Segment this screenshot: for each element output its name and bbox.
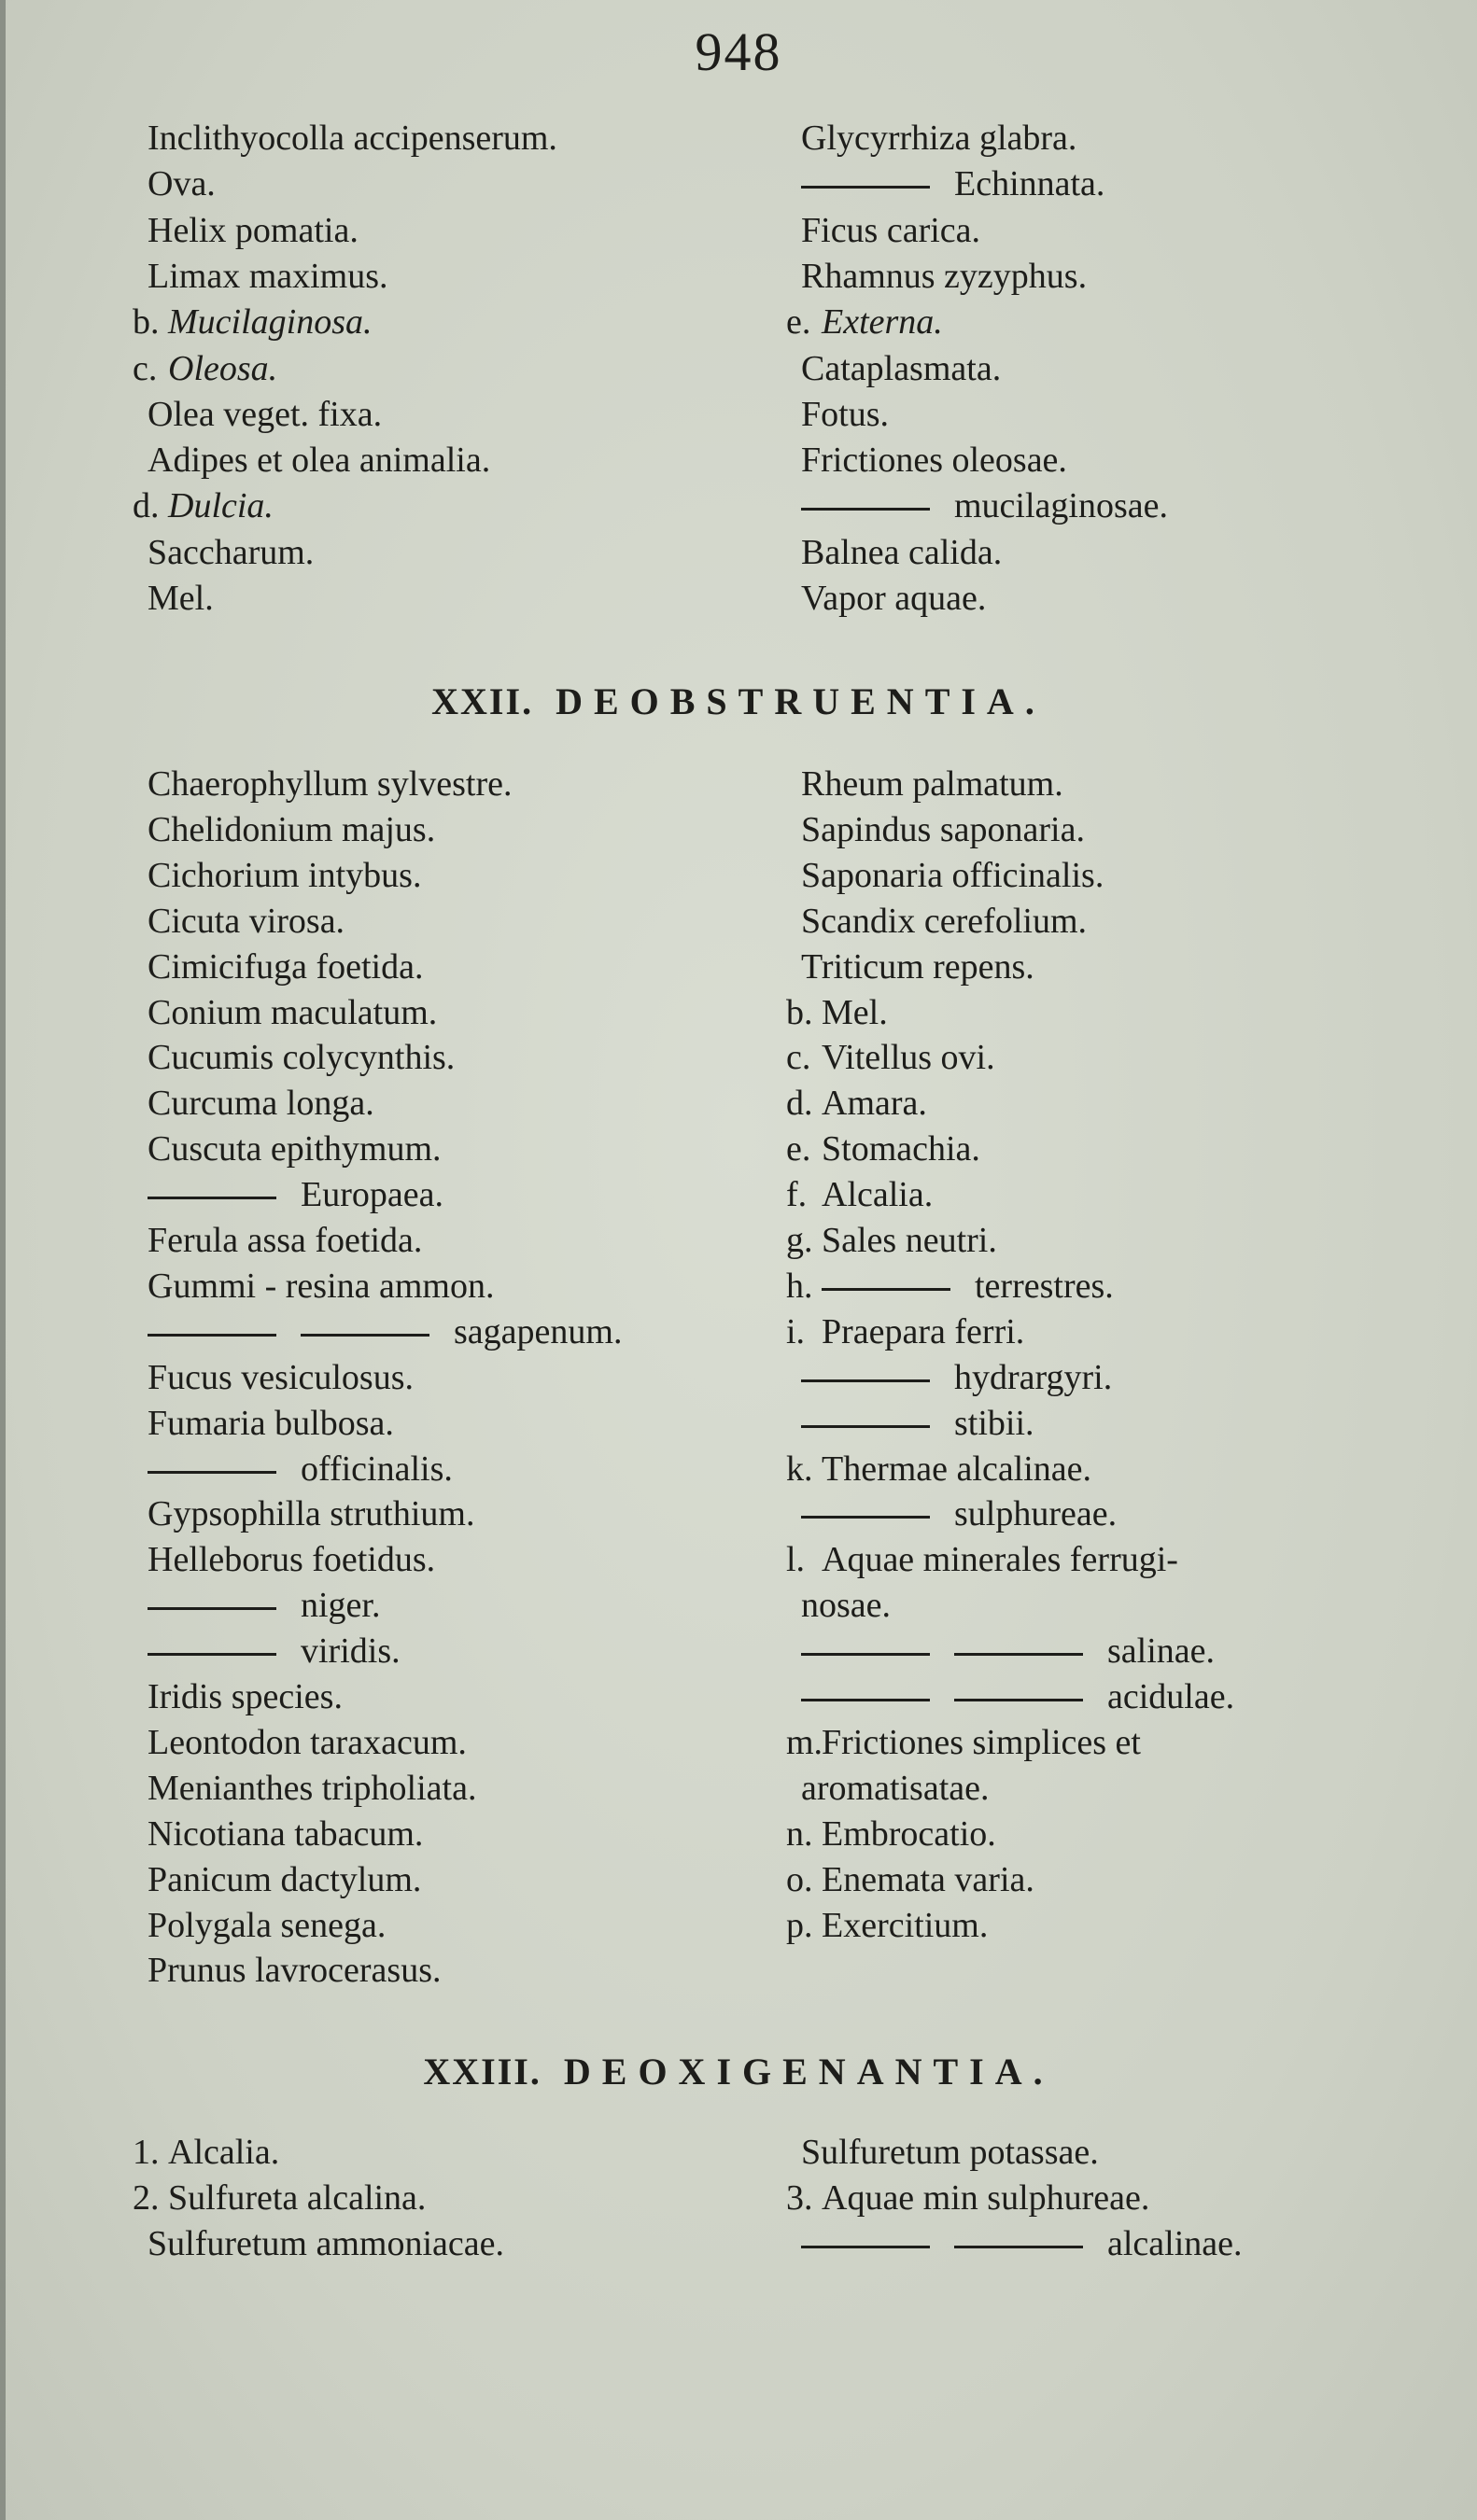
entry-line bbox=[133, 346, 277, 391]
entry-text: Ova. bbox=[148, 164, 216, 203]
entry-letter: 3. bbox=[786, 2178, 813, 2218]
section-heading-xxiii bbox=[0, 2050, 1477, 2093]
entry-line bbox=[786, 1172, 933, 1217]
entry-line bbox=[786, 530, 1002, 575]
entry-letter: e. bbox=[786, 1129, 811, 1169]
entry-line bbox=[786, 1491, 1117, 1536]
entry-line bbox=[786, 899, 1087, 944]
entry-line bbox=[786, 2130, 1099, 2175]
entry-line bbox=[786, 762, 1063, 806]
entry-text: Iridis species. bbox=[148, 1677, 343, 1716]
entry-line bbox=[786, 1857, 1034, 1902]
entry-letter: o. bbox=[786, 1860, 813, 1899]
entry-line bbox=[133, 1812, 423, 1856]
entry-text: terrestres. bbox=[975, 1267, 1114, 1306]
entry-text: Mucilaginosa. bbox=[168, 302, 373, 342]
entry-text: sulphureae. bbox=[954, 1494, 1118, 1533]
entry-line bbox=[786, 254, 1087, 299]
ditto-dash bbox=[954, 1699, 1083, 1701]
ditto-dash bbox=[301, 1334, 429, 1337]
entry-line bbox=[133, 1127, 442, 1171]
entry-text: Triticum repens. bbox=[801, 947, 1034, 987]
entry-text: Aquae minerales ferrugi- bbox=[822, 1540, 1178, 1579]
entry-text: salinae. bbox=[1107, 1631, 1216, 1671]
entry-letter: p. bbox=[786, 1906, 813, 1945]
entry-text: Sulfuretum ammoniacae. bbox=[148, 2224, 504, 2263]
entry-line bbox=[786, 1583, 891, 1628]
entry-text: Vitellus ovi. bbox=[822, 1038, 995, 1077]
entry-line bbox=[133, 300, 372, 344]
entry-line bbox=[786, 853, 1104, 898]
entry-line bbox=[786, 1035, 995, 1080]
ditto-dash bbox=[801, 1379, 930, 1382]
entry-line bbox=[786, 2176, 1149, 2220]
entry-letter: d. bbox=[786, 1084, 813, 1123]
entry-line bbox=[786, 1812, 996, 1856]
entry-line bbox=[133, 208, 359, 253]
entry-text: officinalis. bbox=[301, 1449, 453, 1489]
entry-line bbox=[786, 161, 1104, 206]
ditto-dash bbox=[954, 1653, 1083, 1656]
entry-text: Curcuma longa. bbox=[148, 1084, 374, 1123]
entry-text: Cataplasmata. bbox=[801, 349, 1002, 388]
entry-line bbox=[133, 1218, 422, 1263]
entry-text: Chaerophyllum sylvestre. bbox=[148, 764, 513, 804]
entry-line bbox=[133, 2130, 279, 2175]
entry-line bbox=[133, 1401, 394, 1446]
entry-line bbox=[786, 1264, 1114, 1309]
entry-line bbox=[133, 762, 512, 806]
entry-text: nosae. bbox=[801, 1586, 892, 1625]
entry-line bbox=[133, 853, 421, 898]
entry-text: Limax maximus. bbox=[148, 257, 388, 296]
entry-text: Amara. bbox=[822, 1084, 927, 1123]
entry-line bbox=[786, 1720, 1141, 1765]
ditto-dash bbox=[148, 1607, 276, 1610]
entry-text: Thermae alcalinae. bbox=[822, 1449, 1092, 1489]
entry-line bbox=[133, 483, 274, 528]
ditto-dash bbox=[148, 1471, 276, 1474]
ditto-dash bbox=[822, 1288, 950, 1291]
entry-letter: b. bbox=[786, 993, 813, 1032]
entry-line bbox=[786, 1081, 927, 1126]
entry-line bbox=[133, 530, 314, 575]
entry-letter: e. bbox=[786, 302, 811, 342]
entry-text: Saponaria officinalis. bbox=[801, 856, 1104, 895]
entry-line bbox=[786, 392, 889, 437]
entry-letter: n. bbox=[786, 1814, 813, 1854]
entry-text: Leontodon taraxacum. bbox=[148, 1723, 467, 1762]
entry-text: Oleosa. bbox=[168, 349, 278, 388]
entry-text: acidulae. bbox=[1107, 1677, 1235, 1716]
entry-letter: d. bbox=[133, 486, 160, 525]
entry-line bbox=[133, 945, 423, 989]
entry-letter: c. bbox=[133, 349, 158, 388]
entry-line bbox=[133, 1857, 421, 1902]
entry-text: Glycyrrhiza glabra. bbox=[801, 119, 1077, 158]
entry-text: Sapindus saponaria. bbox=[801, 810, 1085, 849]
entry-text: Fumaria bulbosa. bbox=[148, 1404, 394, 1443]
ditto-dash bbox=[801, 2246, 930, 2248]
entry-text: Stomachia. bbox=[822, 1129, 980, 1169]
entry-text: hydrargyri. bbox=[954, 1358, 1113, 1397]
entry-text: Aquae min sulphureae. bbox=[822, 2178, 1150, 2218]
entry-letter: 2. bbox=[133, 2178, 160, 2218]
entry-line bbox=[133, 1035, 455, 1080]
entry-line bbox=[786, 1766, 990, 1811]
entry-text: Helleborus foetidus. bbox=[148, 1540, 436, 1579]
entry-text: Rheum palmatum. bbox=[801, 764, 1063, 804]
entry-text: stibii. bbox=[954, 1404, 1034, 1443]
entry-line bbox=[786, 1401, 1034, 1446]
entry-line bbox=[786, 1674, 1234, 1719]
entry-letter: f. bbox=[786, 1175, 808, 1214]
entry-text: Helix pomatia. bbox=[148, 211, 359, 250]
entry-text: Cichorium intybus. bbox=[148, 856, 422, 895]
entry-text: Sulfuretum potassae. bbox=[801, 2133, 1099, 2172]
entry-line bbox=[133, 1903, 386, 1948]
entry-letter: 1. bbox=[133, 2133, 160, 2172]
entry-letter: k. bbox=[786, 1449, 813, 1489]
entry-text: Ficus carica. bbox=[801, 211, 981, 250]
entry-line bbox=[786, 1447, 1091, 1491]
entry-text: Cimicifuga foetida. bbox=[148, 947, 424, 987]
entry-line bbox=[786, 2221, 1243, 2266]
entry-line bbox=[133, 254, 388, 299]
entry-text: Rhamnus zyzyphus. bbox=[801, 257, 1088, 296]
entry-text: Gypsophilla struthium. bbox=[148, 1494, 475, 1533]
ditto-dash bbox=[801, 1653, 930, 1656]
entry-text: Chelidonium majus. bbox=[148, 810, 436, 849]
entry-text: Gummi - resina ammon. bbox=[148, 1267, 495, 1306]
entry-text: Saccharum. bbox=[148, 533, 315, 572]
entry-line bbox=[786, 116, 1076, 161]
entry-line bbox=[133, 116, 557, 161]
heading-title: DEOBSTRUENTIA. bbox=[556, 680, 1046, 722]
entry-text: Fotus. bbox=[801, 395, 889, 434]
entry-letter: i. bbox=[786, 1312, 806, 1351]
entry-text: Adipes et olea animalia. bbox=[148, 441, 491, 480]
entry-text: Scandix cerefolium. bbox=[801, 902, 1088, 941]
entry-letter: m. bbox=[786, 1723, 823, 1762]
entry-letter: l. bbox=[786, 1540, 806, 1579]
entry-line bbox=[786, 1629, 1215, 1673]
entry-line bbox=[133, 1583, 380, 1628]
entry-letter: g. bbox=[786, 1221, 813, 1260]
ditto-dash bbox=[954, 2246, 1083, 2248]
entry-line bbox=[133, 2176, 426, 2220]
entry-text: Inclithyocolla accipenserum. bbox=[148, 119, 557, 158]
entry-text: sagapenum. bbox=[454, 1312, 623, 1351]
entry-line bbox=[133, 990, 437, 1035]
entry-line bbox=[133, 1447, 453, 1491]
entry-text: Praepara ferri. bbox=[822, 1312, 1025, 1351]
ditto-dash bbox=[148, 1334, 276, 1337]
entry-letter: b. bbox=[133, 302, 160, 342]
entry-line bbox=[133, 1629, 401, 1673]
entry-text: Sulfureta alcalina. bbox=[168, 2178, 427, 2218]
entry-text: Nicotiana tabacum. bbox=[148, 1814, 424, 1854]
entry-text: Cuscuta epithymum. bbox=[148, 1129, 442, 1169]
entry-text: viridis. bbox=[301, 1631, 401, 1671]
entry-line bbox=[133, 1264, 494, 1309]
entry-line bbox=[786, 807, 1085, 852]
entry-letter: c. bbox=[786, 1038, 811, 1077]
entry-text: Dulcia. bbox=[168, 486, 274, 525]
entry-line bbox=[133, 1537, 435, 1582]
ditto-dash bbox=[148, 1653, 276, 1656]
entry-text: Frictiones simplices et bbox=[822, 1723, 1141, 1762]
entry-line bbox=[786, 346, 1001, 391]
entry-line bbox=[786, 300, 943, 344]
entry-line bbox=[133, 1720, 467, 1765]
heading-number: XXIII. bbox=[423, 2051, 542, 2093]
entry-line bbox=[786, 576, 986, 621]
entry-line bbox=[133, 1948, 441, 1993]
page-edge bbox=[0, 0, 6, 2520]
entry-line bbox=[133, 1766, 476, 1811]
entry-text: Echinnata. bbox=[954, 164, 1105, 203]
entry-text: Enemata varia. bbox=[822, 1860, 1034, 1899]
entry-text: Olea veget. fixa. bbox=[148, 395, 383, 434]
entry-text: niger. bbox=[301, 1586, 381, 1625]
entry-text: aromatisatae. bbox=[801, 1769, 990, 1808]
entry-text: Vapor aquae. bbox=[801, 579, 987, 618]
entry-line bbox=[786, 1903, 988, 1948]
entry-line bbox=[786, 483, 1168, 528]
entry-line bbox=[786, 1309, 1024, 1354]
entry-line bbox=[133, 1309, 622, 1354]
entry-text: Fucus vesiculosus. bbox=[148, 1358, 414, 1397]
entry-text: Cucumis colycynthis. bbox=[148, 1038, 456, 1077]
entry-text: Conium maculatum. bbox=[148, 993, 438, 1032]
entry-line bbox=[786, 438, 1067, 483]
entry-line bbox=[786, 1537, 1178, 1582]
entry-line bbox=[786, 208, 980, 253]
entry-text: Mel. bbox=[148, 579, 214, 618]
entry-text: Sales neutri. bbox=[822, 1221, 997, 1260]
ditto-dash bbox=[148, 1197, 276, 1199]
entry-text: Panicum dactylum. bbox=[148, 1860, 422, 1899]
ditto-dash bbox=[801, 508, 930, 511]
entry-line bbox=[133, 161, 216, 206]
entry-text: Alcalia. bbox=[168, 2133, 280, 2172]
page-number: 948 bbox=[695, 21, 782, 82]
entry-text: Menianthes tripholiata. bbox=[148, 1769, 477, 1808]
entry-line bbox=[133, 1081, 374, 1126]
entry-text: Balnea calida. bbox=[801, 533, 1003, 572]
ditto-dash bbox=[801, 1425, 930, 1428]
entry-text: Ferula assa foetida. bbox=[148, 1221, 423, 1260]
entry-text: Prunus lavrocerasus. bbox=[148, 1951, 442, 1990]
entry-line bbox=[133, 1172, 443, 1217]
entry-text: Externa. bbox=[822, 302, 943, 342]
entry-text: alcalinae. bbox=[1107, 2224, 1243, 2263]
entry-letter: h. bbox=[786, 1267, 813, 1306]
entry-text: Alcalia. bbox=[822, 1175, 934, 1214]
entry-line bbox=[133, 576, 214, 621]
entry-text: Exercitium. bbox=[822, 1906, 989, 1945]
entry-text: Embrocatio. bbox=[822, 1814, 996, 1854]
entry-line bbox=[133, 2221, 504, 2266]
entry-line bbox=[133, 1674, 343, 1719]
entry-line bbox=[133, 807, 435, 852]
entry-line bbox=[786, 1127, 980, 1171]
entry-line bbox=[786, 945, 1034, 989]
entry-line bbox=[133, 1355, 414, 1400]
entry-text: Cicuta virosa. bbox=[148, 902, 345, 941]
entry-text: mucilaginosae. bbox=[954, 486, 1168, 525]
ditto-dash bbox=[801, 1516, 930, 1519]
entry-text: Frictiones oleosae. bbox=[801, 441, 1067, 480]
ditto-dash bbox=[801, 186, 930, 189]
entry-line bbox=[133, 1491, 474, 1536]
entry-text: Mel. bbox=[822, 993, 888, 1032]
ditto-dash bbox=[801, 1699, 930, 1701]
entry-text: Europaea. bbox=[301, 1175, 443, 1214]
entry-line bbox=[133, 899, 345, 944]
entry-line bbox=[133, 392, 382, 437]
entry-line bbox=[786, 1355, 1112, 1400]
entry-line bbox=[786, 990, 888, 1035]
heading-number: XXII. bbox=[431, 680, 534, 722]
section-heading-xxii bbox=[0, 679, 1477, 723]
entry-line bbox=[133, 438, 490, 483]
entry-line bbox=[786, 1218, 997, 1263]
entry-text: Polygala senega. bbox=[148, 1906, 387, 1945]
heading-title: DEOXIGENANTIA. bbox=[563, 2051, 1054, 2093]
